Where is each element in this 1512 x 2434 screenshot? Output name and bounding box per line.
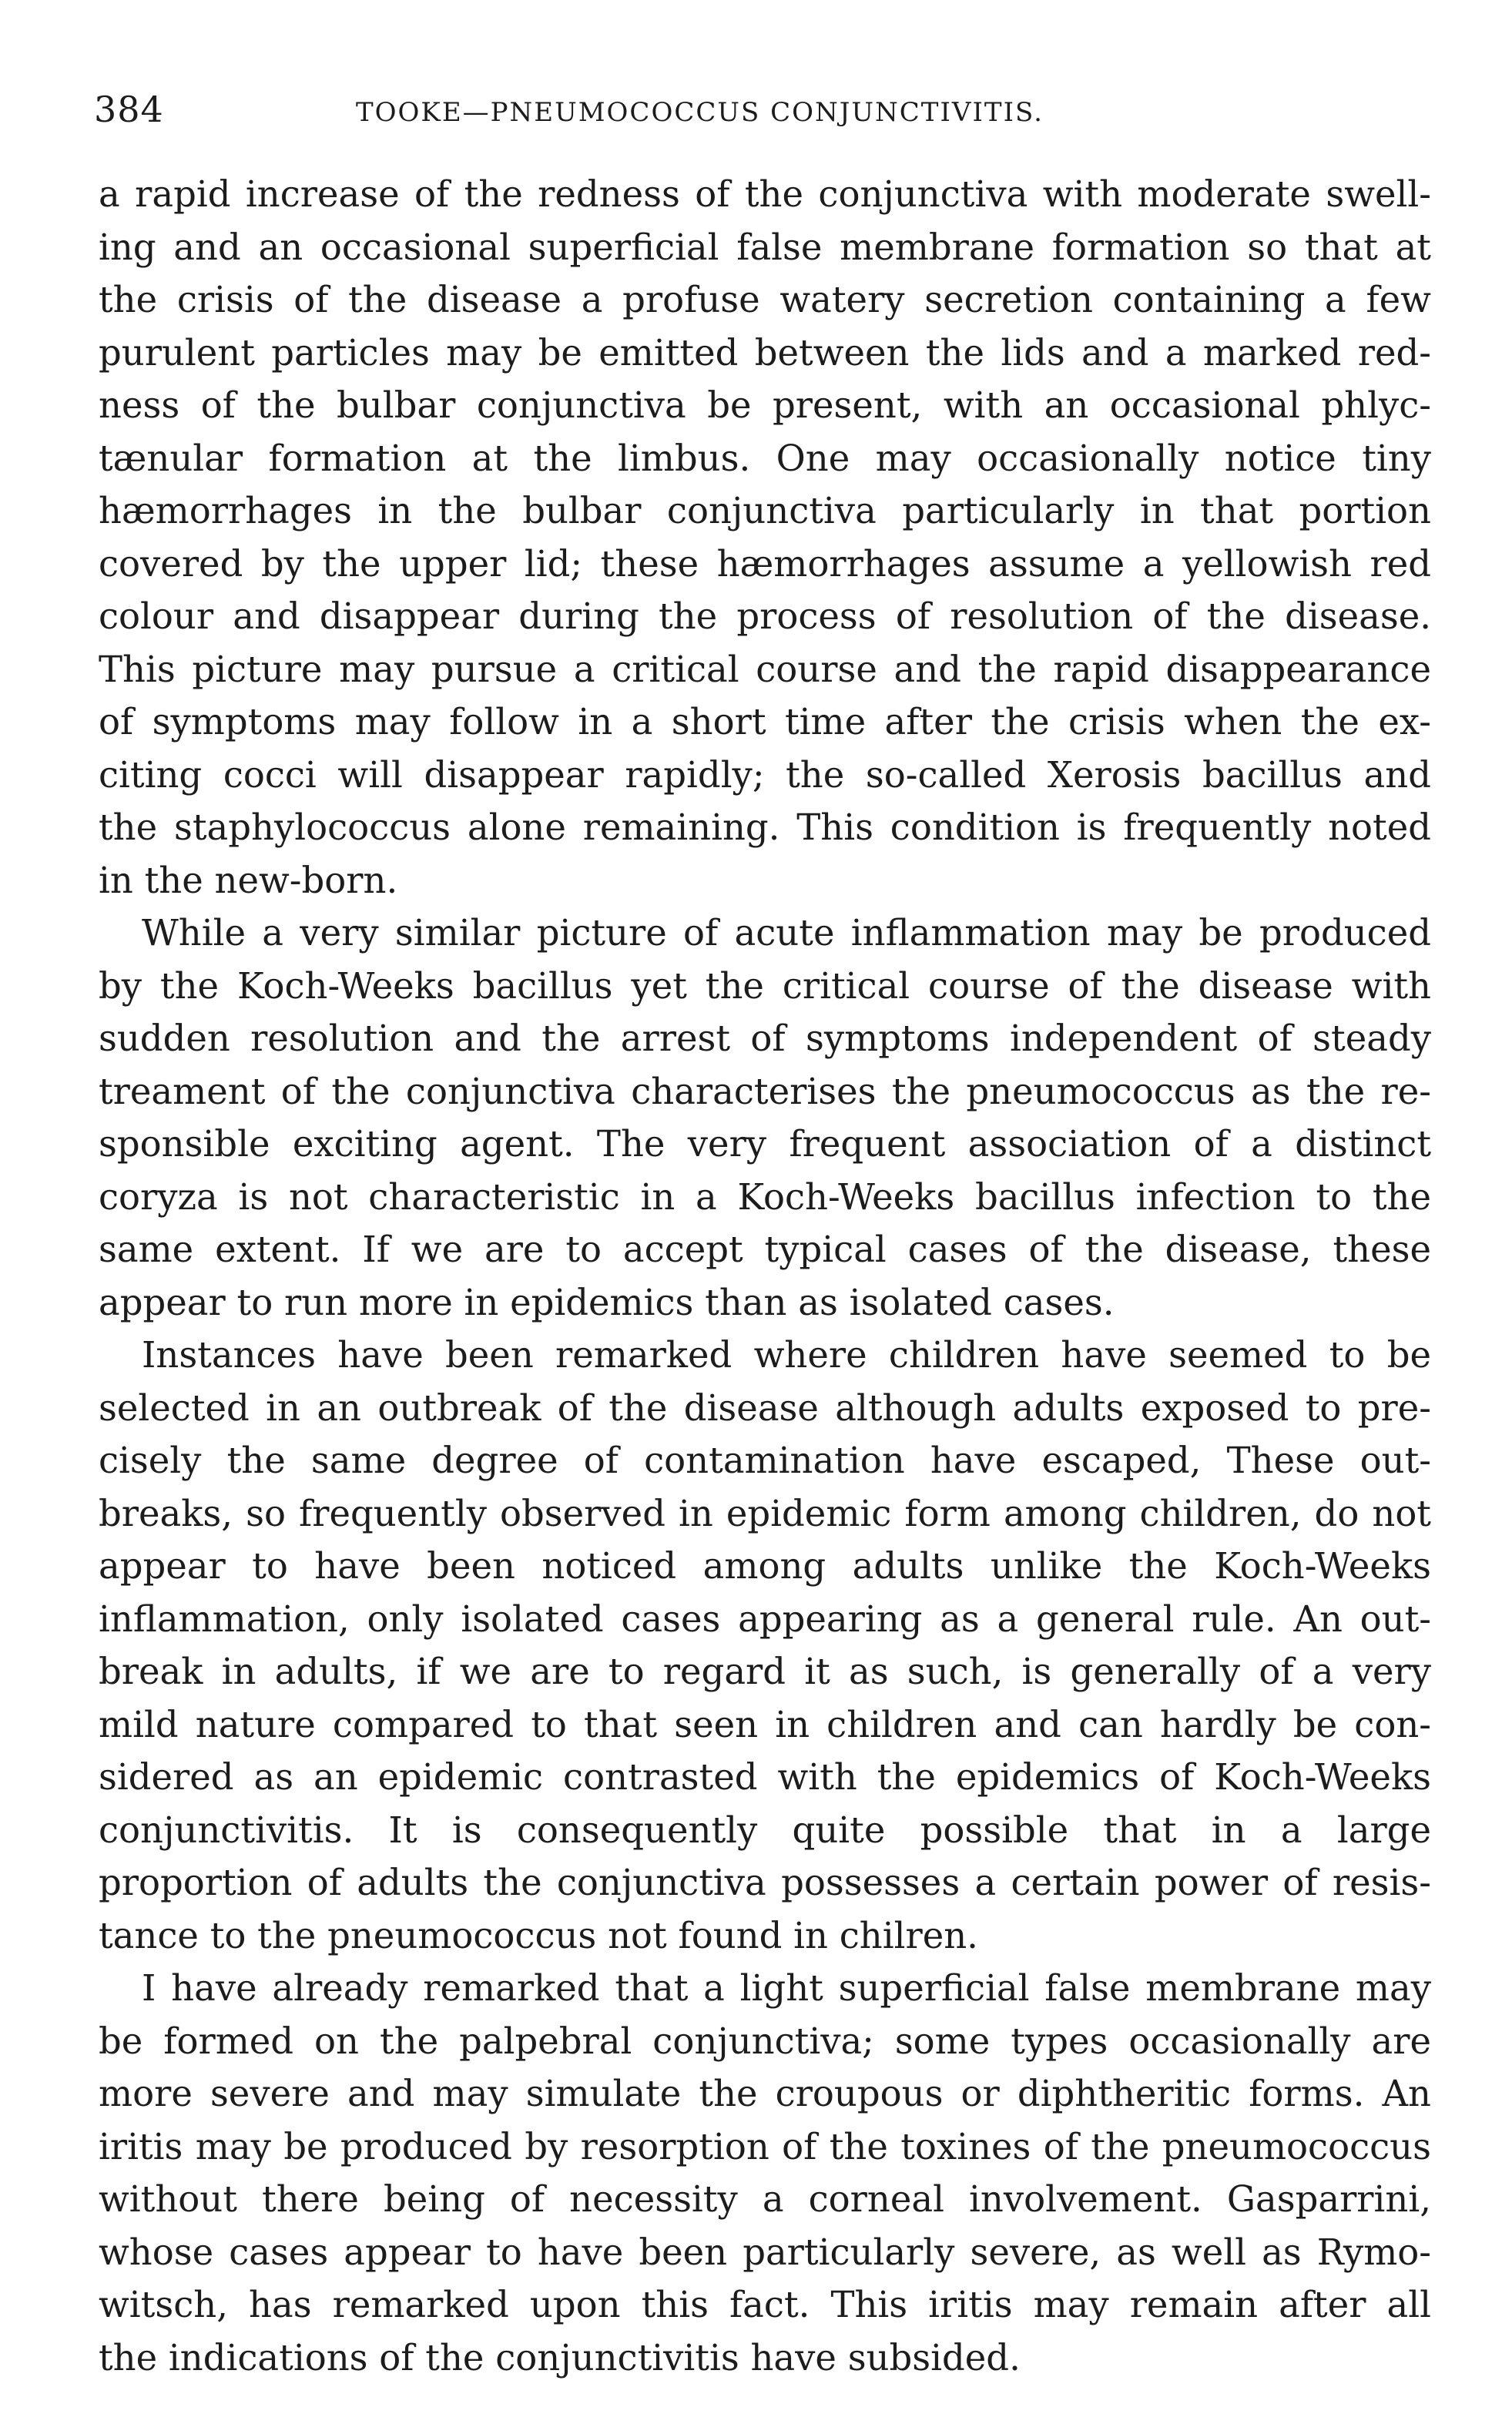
- text-line: cisely the same degree of contamination have escaped, These out-: [99, 1440, 1431, 1481]
- text-line: colour and disappear during the process of resolution of the disease.: [99, 595, 1431, 637]
- text-line: a rapid increase of the redness of the conjunctiva with moderate swell-: [99, 173, 1431, 215]
- text-line: appear to run more in epidemics than as isolated cases.: [99, 1281, 1115, 1323]
- text-line: whose cases appear to have been particularly severe, as well as Rymo-: [99, 2231, 1431, 2273]
- text-line: citing cocci will disappear rapidly; the so-called Xerosis bacillus and: [99, 753, 1431, 796]
- text-line: hæmorrhages in the bulbar conjunctiva particularly in that portion: [99, 490, 1431, 531]
- text-line: by the Koch-Weeks bacillus yet the critical course of the disease with: [99, 964, 1431, 1007]
- text-line: be formed on the palpebral conjunctiva; some types occasionally are: [99, 2020, 1431, 2062]
- running-title: TOOKE—PNEUMOCOCCUS CONJUNCTIVITIS.: [356, 97, 1044, 128]
- text-line: the indications of the conjunctivitis have subsided.: [99, 2336, 1021, 2379]
- text-line: purulent particles may be emitted between the lids and a marked red-: [99, 331, 1431, 374]
- text-line: break in adults, if we are to regard it as such, is generally of a very: [99, 1651, 1431, 1692]
- text-line: coryza is not characteristic in a Koch-Weeks bacillus infection to the: [99, 1175, 1431, 1218]
- text-line: sponsible exciting agent. The very frequent association of a distinct: [99, 1123, 1431, 1165]
- text-line: tance to the pneumococcus not found in chilren.: [99, 1914, 978, 1956]
- text-line: same extent. If we are to accept typical cases of the disease, these: [99, 1229, 1431, 1270]
- text-line: ing and an occasional superficial false membrane formation so that at: [99, 226, 1431, 268]
- text-line: of symptoms may follow in a short time after the crisis when the ex-: [99, 701, 1431, 743]
- text-line: more severe and may simulate the croupous or diphtheritic forms. An: [99, 2073, 1431, 2114]
- text-line: treament of the conjunctiva characterises the pneumococcus as the re-: [99, 1070, 1431, 1112]
- running-head: [94, 86, 1427, 132]
- text-line: the crisis of the disease a profuse watery secretion containing a few: [99, 279, 1431, 320]
- text-line: tænular formation at the limbus. One may occasionally notice tiny: [99, 437, 1431, 479]
- text-line: without there being of necessity a corneal involvement. Gasparrini,: [99, 2178, 1431, 2220]
- paragraph-4: [99, 1962, 1431, 2384]
- text-line: selected in an outbreak of the disease although adults exposed to pre-: [99, 1386, 1431, 1429]
- text-line: proportion of adults the conjunctiva possesses a certain power of resis-: [99, 1862, 1431, 1903]
- text-line: I have already remarked that a light superficial false membrane may: [142, 1967, 1431, 2009]
- text-line: iritis may be produced by resorption of the toxines of the pneumococcus: [99, 2125, 1431, 2167]
- text-line: covered by the upper lid; these hæmorrhages assume a yellowish red: [99, 542, 1431, 585]
- body-text: [99, 168, 1431, 2384]
- text-line: mild nature compared to that seen in children and can hardly be con-: [99, 1703, 1431, 1745]
- text-line: witsch, has remarked upon this fact. This iritis may remain after all: [99, 2284, 1431, 2325]
- paragraph-2: [99, 907, 1431, 1329]
- text-line: While a very similar picture of acute inflammation may be produced: [142, 912, 1431, 954]
- text-line: breaks, so frequently observed in epidemic form among children, do not: [99, 1492, 1431, 1534]
- paragraph-1: [99, 168, 1431, 907]
- text-line: conjunctivitis. It is consequently quite possible that in a large: [99, 1809, 1431, 1851]
- text-line: This picture may pursue a critical course and the rapid disappearance: [99, 648, 1431, 690]
- text-line: sidered as an epidemic contrasted with the epidemics of Koch-Weeks: [99, 1756, 1431, 1798]
- page-number: 384: [94, 89, 164, 130]
- text-line: Instances have been remarked where children have seemed to be: [142, 1334, 1431, 1376]
- text-line: inflammation, only isolated cases appearing as a general rule. An out-: [99, 1598, 1431, 1640]
- text-line: sudden resolution and the arrest of symptoms independent of steady: [99, 1018, 1431, 1059]
- text-line: in the new-born.: [99, 859, 398, 901]
- paragraph-3: [99, 1329, 1431, 1962]
- text-line: ness of the bulbar conjunctiva be present, with an occasional phlyc-: [99, 384, 1431, 426]
- text-line: the staphylococcus alone remaining. This condition is frequently noted: [99, 806, 1431, 848]
- text-line: appear to have been noticed among adults unlike the Koch-Weeks: [99, 1545, 1431, 1587]
